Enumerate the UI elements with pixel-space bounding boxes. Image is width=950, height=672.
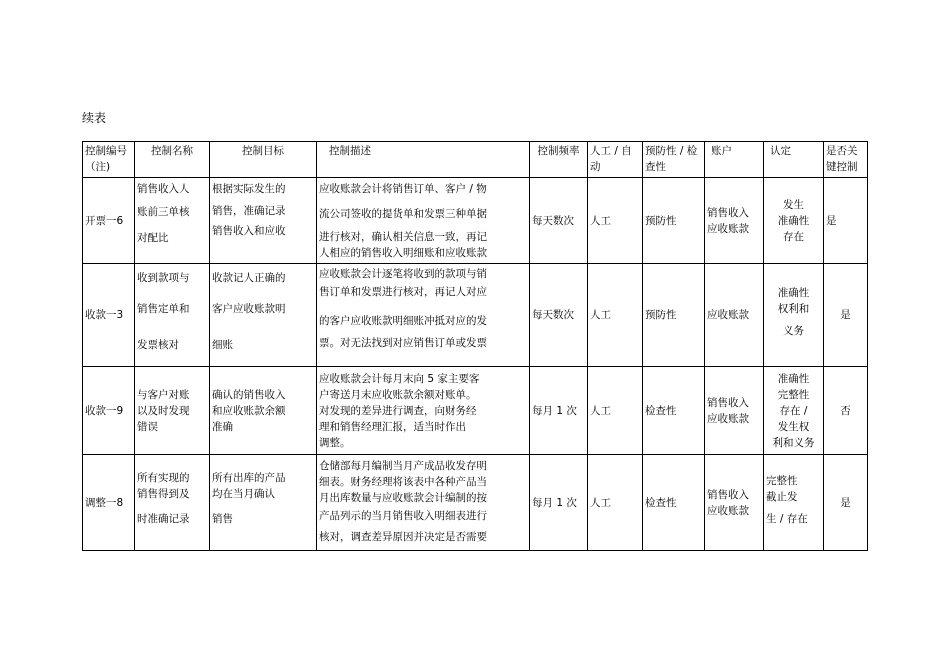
control-code: 收款一3 bbox=[83, 264, 135, 367]
control-account: 销售收入 应收账款 bbox=[705, 178, 764, 264]
header-manual: 人工 / 自动 bbox=[588, 142, 643, 178]
control-manual: 人工 bbox=[588, 264, 643, 367]
control-key: 是 bbox=[824, 178, 868, 264]
control-assertion: 准确性 权利和 义务 bbox=[764, 264, 824, 367]
header-code: 控制编号（注) bbox=[83, 142, 135, 178]
control-objective: 所有出库的产品 均在当月确认 销售 bbox=[210, 455, 317, 551]
control-key: 是 bbox=[824, 264, 868, 367]
header-frequency: 控制频率 bbox=[530, 142, 588, 178]
control-type: 检查性 bbox=[643, 455, 705, 551]
header-type: 预防性 / 检查性 bbox=[643, 142, 705, 178]
control-manual: 人工 bbox=[588, 178, 643, 264]
control-objective: 根据实际发生的 销售，准确记录 销售收入和应收 bbox=[210, 178, 317, 264]
control-account: 销售收入 应收账款 bbox=[705, 367, 764, 455]
control-description: 仓储部每月编制当月产成品收发存明 细表。财务经理将该表中各种产品当 月出库数量与应收账款会计编制的按 产品列示的当月销售收入明细表进行 核对，调查差异原因并决定是否需要 bbox=[317, 455, 530, 551]
table-row bbox=[83, 264, 868, 367]
control-type: 预防性 bbox=[643, 178, 705, 264]
control-name: 收到款项与 销售定单和 发票核对 bbox=[135, 264, 210, 367]
table-row bbox=[83, 455, 868, 551]
control-frequency: 每天数次 bbox=[530, 178, 588, 264]
control-frequency: 每天数次 bbox=[530, 264, 588, 367]
control-assertion: 发生 准确性 存在 bbox=[764, 178, 824, 264]
control-description: 应收账款会计将销售订单、客户 / 物 流公司签收的提货单和发票三种单据 进行核对，确认相关信息一致，再记 人相应的销售收入明细账和应收账款 bbox=[317, 178, 530, 264]
control-code: 调整一8 bbox=[83, 455, 135, 551]
control-name: 与客户对账 以及时发现 错误 bbox=[135, 367, 210, 455]
table-row bbox=[83, 178, 868, 264]
header-name: 控制名称 bbox=[135, 142, 210, 178]
control-account: 销售收入 应收账款 bbox=[705, 455, 764, 551]
control-key: 是 bbox=[824, 455, 868, 551]
control-account: 应收账款 bbox=[705, 264, 764, 367]
table-row bbox=[83, 367, 868, 455]
control-table bbox=[82, 141, 868, 551]
control-type: 预防性 bbox=[643, 264, 705, 367]
control-assertion: 准确性 完整性 存在 / 发生权 利和义务 bbox=[764, 367, 824, 455]
control-assertion: 完整性 截止发 生 / 存在 bbox=[764, 455, 824, 551]
control-objective: 确认的销售收入 和应收账款余额 准确 bbox=[210, 367, 317, 455]
continued-label: 续表 bbox=[82, 111, 107, 125]
control-frequency: 每月 1 次 bbox=[530, 367, 588, 455]
header-description: 控制描述 bbox=[317, 142, 530, 178]
control-manual: 人工 bbox=[588, 455, 643, 551]
control-key: 否 bbox=[824, 367, 868, 455]
control-name: 销售收入人 账前三单核 对配比 bbox=[135, 178, 210, 264]
control-frequency: 每月 1 次 bbox=[530, 455, 588, 551]
control-objective: 收款记人正确的 客户应收账款明 细账 bbox=[210, 264, 317, 367]
control-description: 应收账款会计逐笔将收到的款项与销 售订单和发票进行核对，再记人对应 的客户应收账款明细账冲抵对应的发 票。对无法找到对应销售订单或发票 bbox=[317, 264, 530, 367]
header-key: 是否关键控制 bbox=[824, 142, 868, 178]
control-code: 收款一9 bbox=[83, 367, 135, 455]
header-assertion: 认定 bbox=[764, 142, 824, 178]
control-name: 所有实现的 销售得到及 时准确记录 bbox=[135, 455, 210, 551]
control-type: 检查性 bbox=[643, 367, 705, 455]
control-description: 应收账款会计每月末向 5 家主要客 户寄送月末应收账款余额对账单。 对发现的差异进行调查，向财务经 理和销售经理汇报，适当时作出 调整。 bbox=[317, 367, 530, 455]
control-manual: 人工 bbox=[588, 367, 643, 455]
control-code: 开票一6 bbox=[83, 178, 135, 264]
header-objective: 控制目标 bbox=[210, 142, 317, 178]
header-account: 账户 bbox=[705, 142, 764, 178]
header-row bbox=[83, 142, 868, 178]
